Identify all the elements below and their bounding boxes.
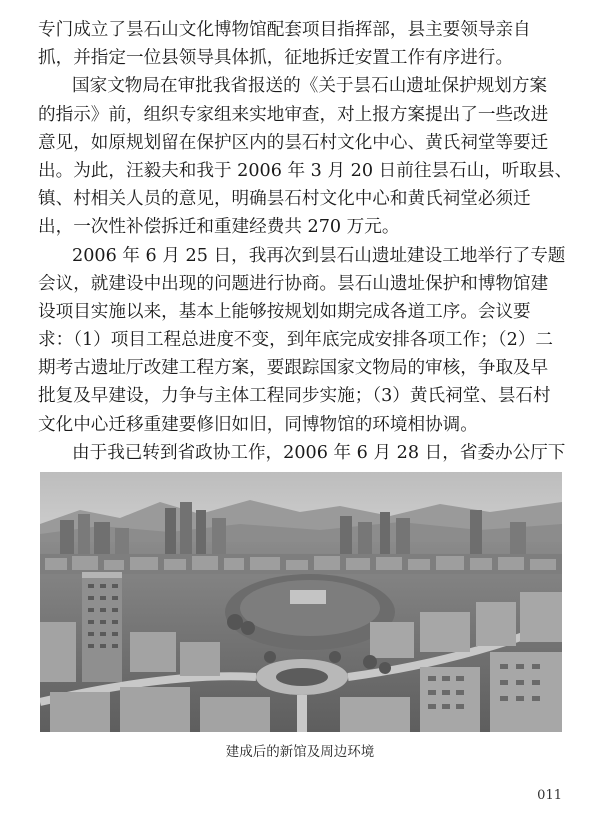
paragraph-line: 由于我已转到省政协工作，2006 年 6 月 28 日，省委办公厅下 (72, 442, 566, 463)
body-text (38, 16, 573, 467)
paragraph-line: 抓，并指定一位县领导具体抓，征地拆迁安置工作有序进行。 (38, 48, 514, 69)
paragraph-line: 国家文物局在审批我省报送的《关于昙石山遗址保护规划方案 (72, 76, 548, 97)
paragraph-line: 会议，就建设中出现的问题进行协商。昙石山遗址保护和博物馆建 (38, 273, 549, 294)
paragraph-line: 文化中心迁移重建要修旧如旧，同博物馆的环境相协调。 (38, 414, 478, 435)
photo-illustration (40, 472, 562, 732)
paragraph-line: 的指示》前，组织专家组来实地审查，对上报方案提出了一些改进 (38, 104, 549, 125)
paragraph-line: 期考古遗址厅改建工程方案，要跟踪国家文物局的审核，争取及早 (38, 358, 549, 379)
paragraph-line: 专门成立了昙石山文化博物馆配套项目指挥部，县主要领导亲自 (38, 20, 531, 40)
paragraph-line: 求：（1）项目工程总进度不变，到年底完成安排各项工作；（2）二 (38, 330, 554, 351)
paragraph-line: 设项目实施以来，基本上能够按规划如期完成各道工序。会议要 (38, 301, 531, 322)
city-aerial-photo (40, 472, 562, 732)
paragraph-line: 意见，如原规划留在保护区内的昙石村文化中心、黄氏祠堂等要迁 (38, 132, 549, 153)
photo-caption: 建成后的新馆及周边环境 (225, 744, 375, 760)
paragraph-line: 镇、村相关人员的意见，明确昙石村文化中心和黄氏祠堂必须迁 (38, 189, 531, 210)
paragraph-line: 出，一次性补偿拆迁和重建经费共 270 万元。 (38, 217, 400, 238)
paragraph-line: 2006 年 6 月 25 日，我再次到昙石山遗址建设工地举行了专题 (72, 245, 566, 266)
paragraph-line: 批复及早建设，力争与主体工程同步实施；（3）黄氏祠堂、昙石村 (38, 386, 551, 407)
page-number: 011 (537, 788, 562, 803)
paragraph-line: 出。为此，汪毅夫和我于 2006 年 3 月 20 日前往昙石山，听取县、 (38, 160, 573, 181)
